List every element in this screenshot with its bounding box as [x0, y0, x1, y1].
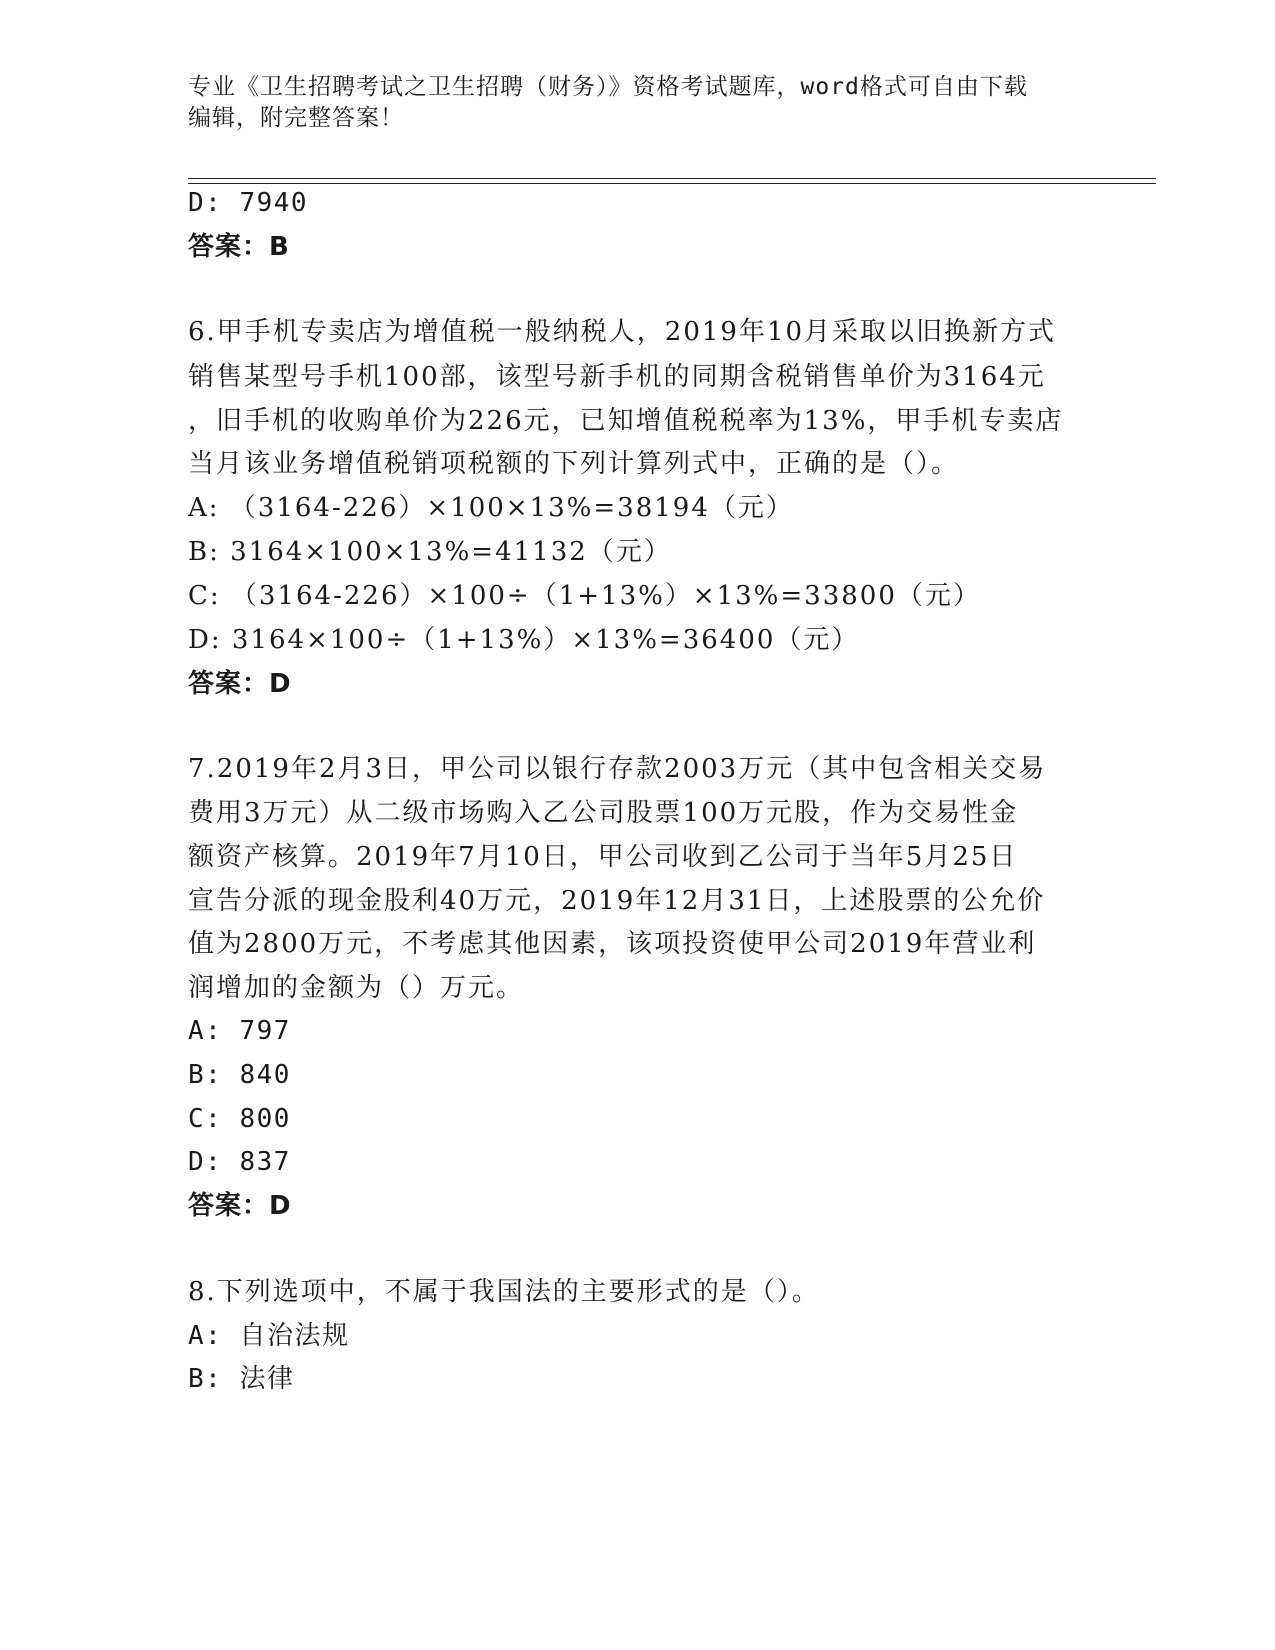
option-a: A: 自治法规 [188, 1321, 350, 1351]
option-d: D: 3164×100÷（1+13%）×13%=36400（元） [188, 625, 860, 655]
document-header [188, 72, 1088, 134]
option-d: D: 7940 [188, 188, 309, 218]
header-divider [188, 178, 1156, 179]
option-c: C: （3164-226）×100÷（1+13%）×13%=33800（元） [188, 581, 981, 611]
option-b: B: 法律 [188, 1364, 295, 1394]
question-stem-line: 8.下列选项中，不属于我国法的主要形式的是（）。 [188, 1277, 820, 1307]
answer-label: 答案：D [188, 669, 292, 699]
header-line: 专业《卫生招聘考试之卫生招聘（财务）》资格考试题库，word格式可自由下载 [188, 74, 1028, 100]
question-stem-line: 润增加的金额为（）万元。 [188, 973, 525, 1003]
question-stem-line: 当月该业务增值税销项税额的下列计算列式中，正确的是（）。 [188, 449, 960, 479]
question-stem-line: 6.甲手机专卖店为增值税一般纳税人，2019年10月采取以旧换新方式 [188, 317, 1057, 347]
question-stem-line: 费用3万元）从二级市场购入乙公司股票100万元股，作为交易性金 [188, 798, 1019, 828]
option-a: A: （3164-226）×100×13%=38194（元） [188, 493, 794, 523]
header-line: 编辑，附完整答案！ [188, 105, 404, 131]
question-stem-line: 销售某型号手机100部，该型号新手机的同期含税销售单价为3164元 [188, 362, 1046, 392]
answer-label: 答案：D [188, 1191, 292, 1221]
option-b: B: 3164×100×13%=41132（元） [188, 537, 672, 567]
question-stem-line: 额资产核算。2019年7月10日，甲公司收到乙公司于当年5月25日 [188, 842, 1018, 872]
question-stem-line: 7.2019年2月3日，甲公司以银行存款2003万元（其中包含相关交易 [188, 754, 1047, 784]
option-b: B: 840 [188, 1060, 291, 1090]
option-a: A: 797 [188, 1016, 291, 1046]
question-stem-line: 值为2800万元，不考虑其他因素，该项投资使甲公司2019年营业利 [188, 929, 1037, 959]
question-stem-line: 宣告分派的现金股利40万元，2019年12月31日，上述股票的公允价 [188, 886, 1046, 916]
option-d: D: 837 [188, 1147, 291, 1177]
answer-label: 答案：B [188, 232, 290, 262]
question-stem-line: ，旧手机的收购单价为226元，已知增值税税率为13%，甲手机专卖店 [188, 406, 1064, 436]
header-divider [188, 183, 1156, 184]
option-c: C: 800 [188, 1104, 291, 1134]
